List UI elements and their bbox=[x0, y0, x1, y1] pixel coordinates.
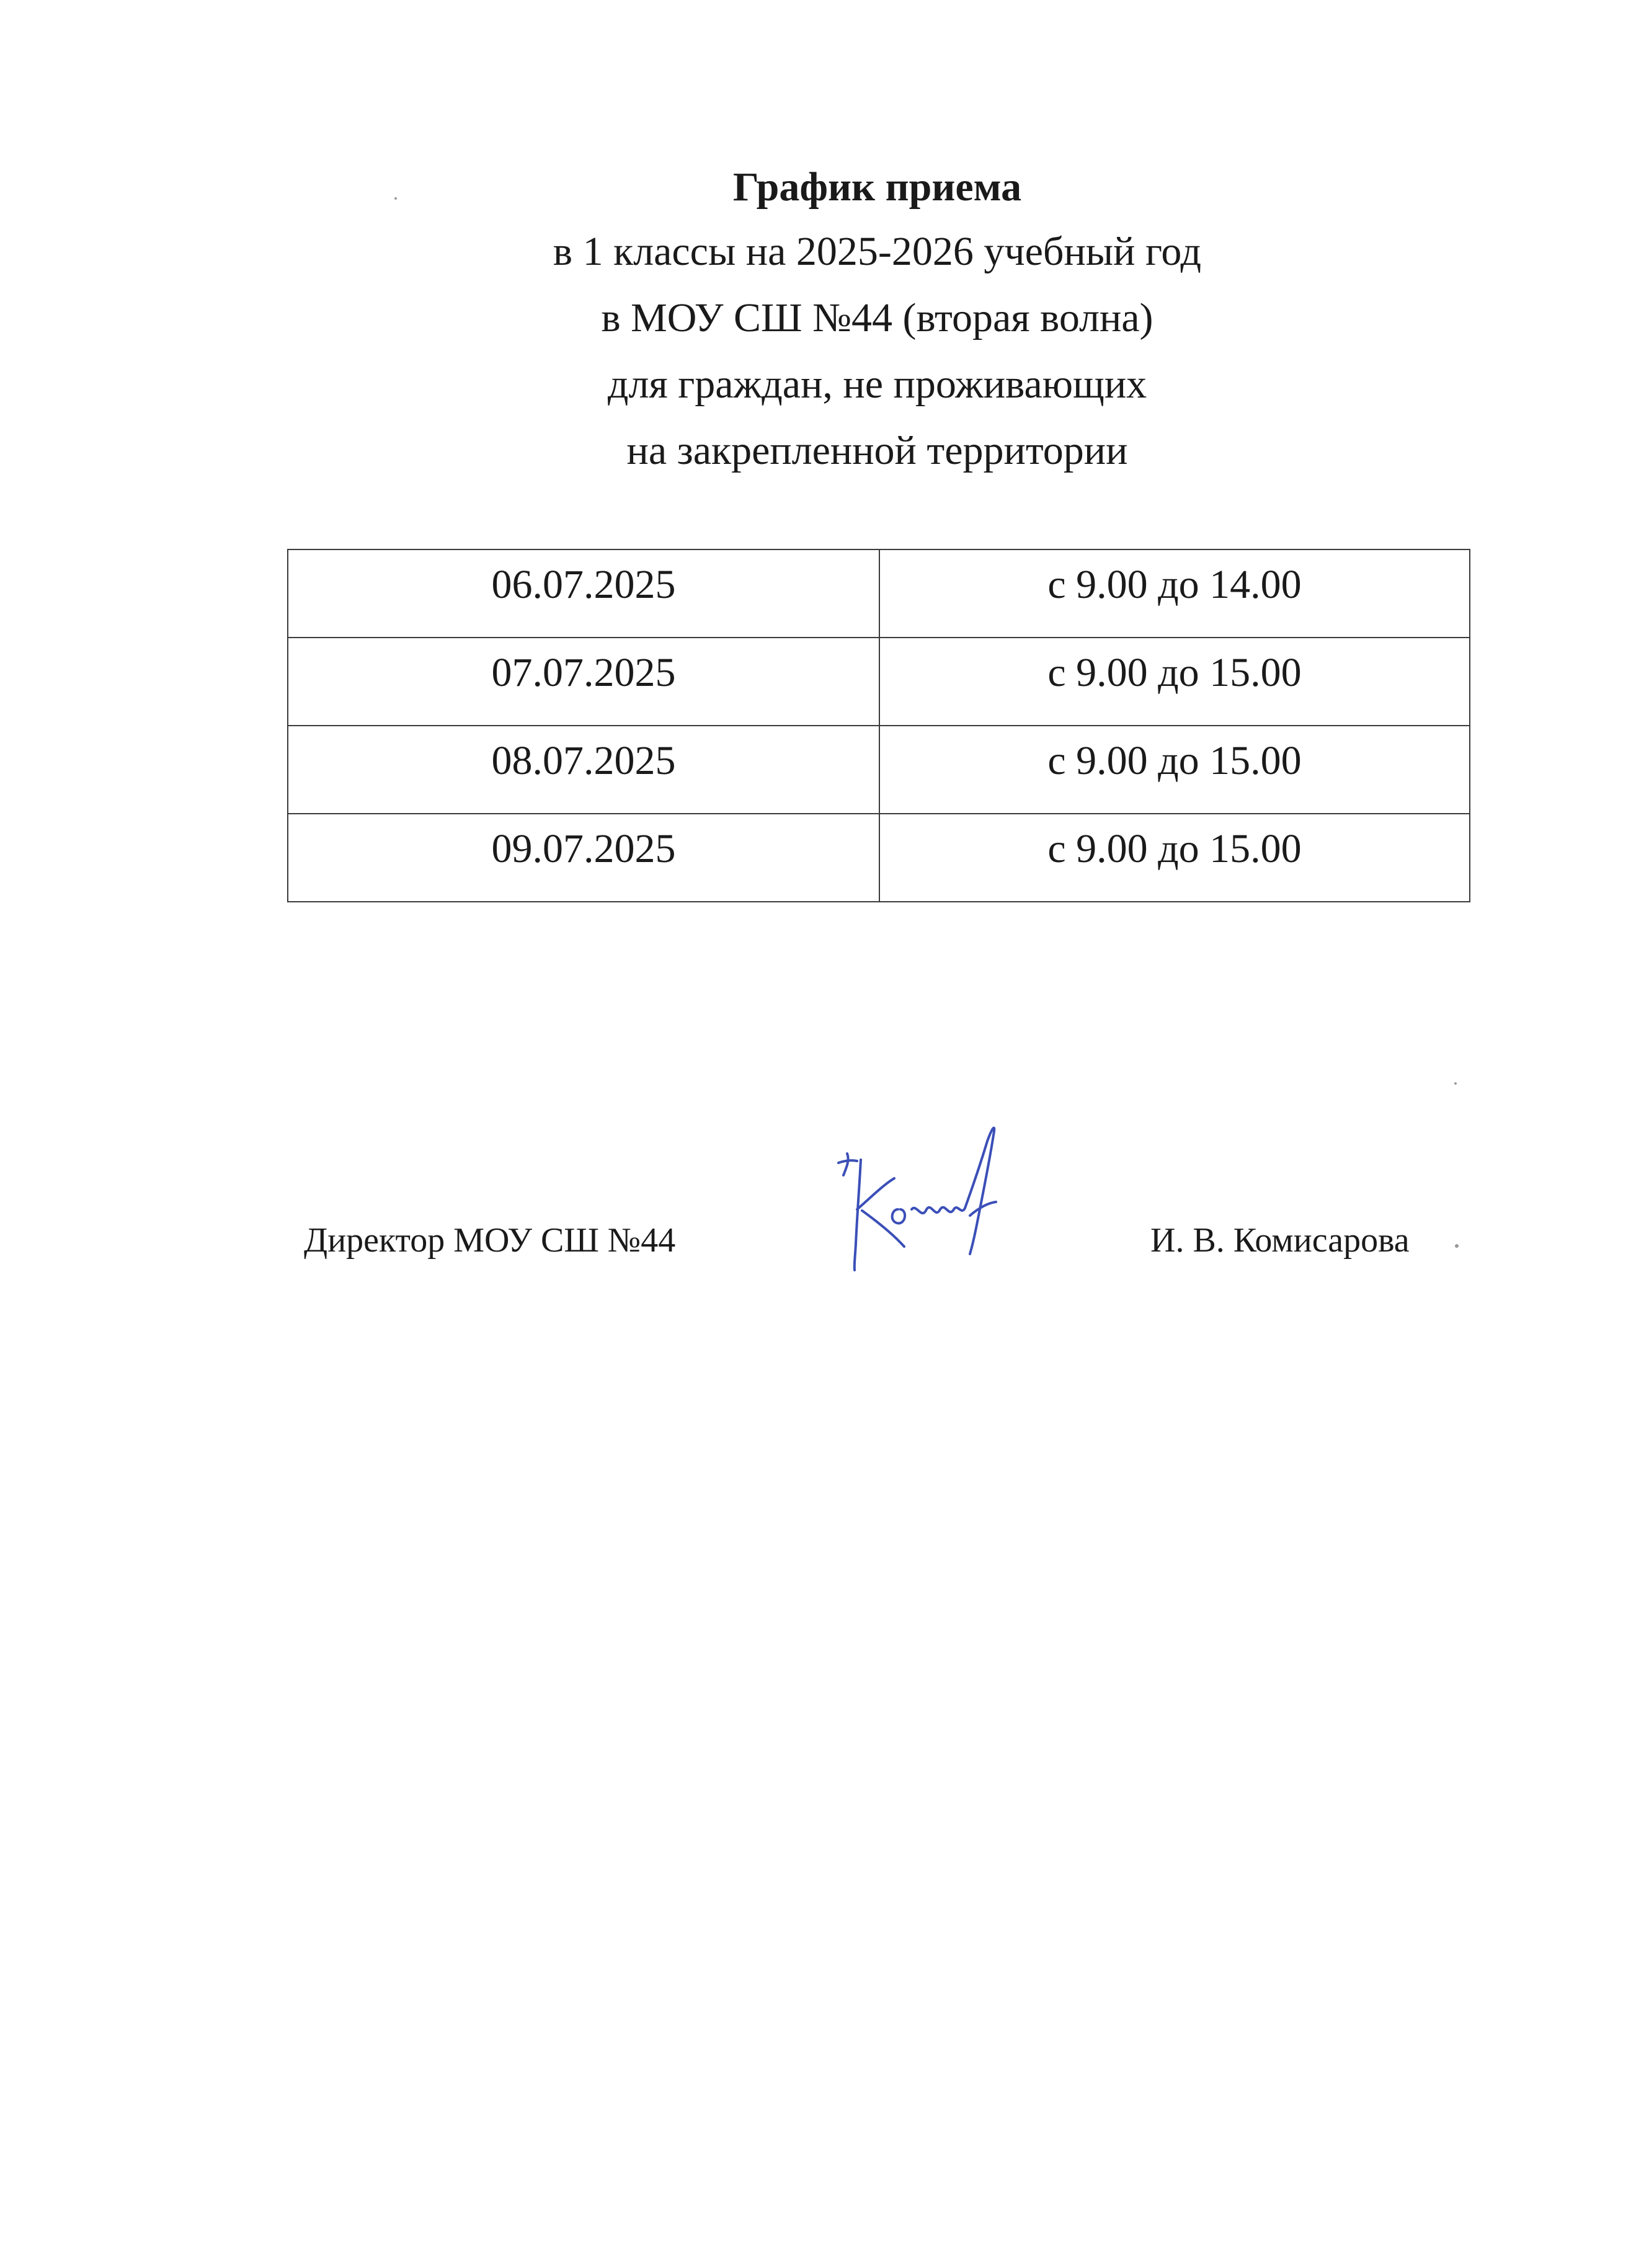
schedule-time-cell: с 9.00 до 15.00 bbox=[879, 638, 1470, 726]
heading-line-citizens: для граждан, не проживающих bbox=[607, 362, 1147, 407]
table-row bbox=[288, 549, 1470, 638]
document-title: График приема bbox=[732, 164, 1022, 210]
schedule-date-cell: 09.07.2025 bbox=[288, 814, 879, 902]
table-row bbox=[288, 726, 1470, 814]
table-row bbox=[288, 638, 1470, 726]
signature-row bbox=[0, 1216, 1649, 1265]
heading-line-grades: в 1 классы на 2025-2026 учебный год bbox=[553, 229, 1202, 274]
document-heading bbox=[0, 156, 1649, 484]
scan-speck bbox=[1454, 1082, 1457, 1085]
schedule-date-cell: 08.07.2025 bbox=[288, 726, 879, 814]
signer-name: И. В. Комисарова bbox=[1150, 1221, 1410, 1260]
scan-speck bbox=[1455, 1244, 1459, 1248]
schedule-date-cell: 07.07.2025 bbox=[288, 638, 879, 726]
schedule-time-cell: с 9.00 до 15.00 bbox=[879, 726, 1470, 814]
heading-line-territory: на закрепленной территории bbox=[626, 428, 1128, 473]
schedule-time-cell: с 9.00 до 14.00 bbox=[879, 549, 1470, 638]
schedule-date-cell: 06.07.2025 bbox=[288, 549, 879, 638]
heading-line-school: в МОУ СШ №44 (вторая волна) bbox=[601, 295, 1153, 340]
scan-speck bbox=[394, 197, 397, 200]
table-row bbox=[288, 814, 1470, 902]
schedule-time-cell: с 9.00 до 15.00 bbox=[879, 814, 1470, 902]
schedule-table bbox=[287, 549, 1470, 902]
signer-position: Директор МОУ СШ №44 bbox=[304, 1221, 676, 1260]
